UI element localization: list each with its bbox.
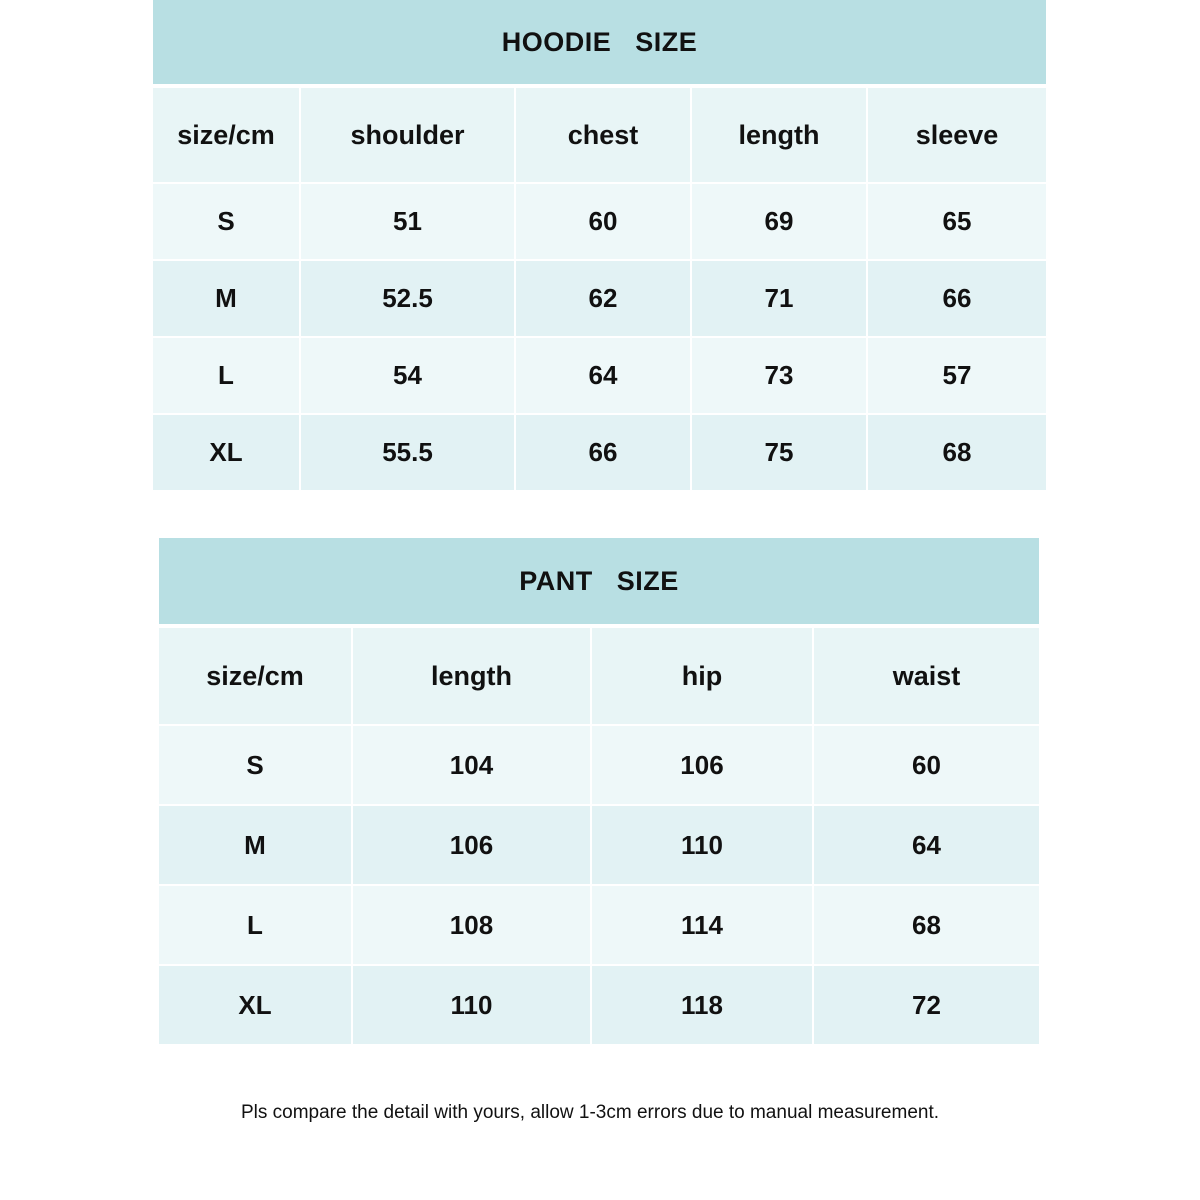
length-cell: 71 <box>690 261 866 336</box>
hoodie-header-shoulder: shoulder <box>299 88 514 182</box>
pant-table-title: PANT SIZE <box>159 538 1039 624</box>
length-cell: 104 <box>351 726 590 804</box>
waist-cell: 64 <box>812 806 1039 884</box>
hip-cell: 106 <box>590 726 812 804</box>
length-cell: 110 <box>351 966 590 1044</box>
size-cell: M <box>215 283 237 313</box>
table-row <box>153 182 1046 259</box>
hip-cell: 114 <box>590 886 812 964</box>
hoodie-size-table <box>153 0 1046 490</box>
pant-size-table <box>159 538 1039 1044</box>
length-cell: 75 <box>690 415 866 490</box>
hoodie-header-sleeve: sleeve <box>866 88 1046 182</box>
sleeve-cell: 66 <box>866 261 1046 336</box>
table-row <box>153 259 1046 336</box>
shoulder-cell: 51 <box>299 184 514 259</box>
size-cell: XL <box>209 437 243 467</box>
pant-header-waist: waist <box>812 628 1039 724</box>
size-cell: L <box>247 909 263 940</box>
table-row <box>153 336 1046 413</box>
length-cell: 106 <box>351 806 590 884</box>
size-cell: XL <box>238 989 272 1020</box>
size-cell: M <box>244 829 266 860</box>
table-row <box>153 413 1046 490</box>
chest-cell: 60 <box>514 184 690 259</box>
hip-cell: 110 <box>590 806 812 884</box>
waist-cell: 72 <box>812 966 1039 1044</box>
pant-header-hip: hip <box>590 628 812 724</box>
size-cell: L <box>218 360 234 390</box>
length-cell: 69 <box>690 184 866 259</box>
size-cell: S <box>217 206 235 236</box>
waist-cell: 68 <box>812 886 1039 964</box>
sleeve-cell: 68 <box>866 415 1046 490</box>
hip-cell: 118 <box>590 966 812 1044</box>
table-row <box>159 884 1039 964</box>
chest-cell: 64 <box>514 338 690 413</box>
hoodie-header-length: length <box>690 88 866 182</box>
waist-cell: 60 <box>812 726 1039 804</box>
hoodie-table-title: HOODIE SIZE <box>153 0 1046 84</box>
length-cell: 108 <box>351 886 590 964</box>
shoulder-cell: 52.5 <box>299 261 514 336</box>
length-cell: 73 <box>690 338 866 413</box>
size-cell: S <box>246 749 264 780</box>
pant-header-row <box>159 624 1039 724</box>
hoodie-header-row <box>153 84 1046 182</box>
hoodie-header-chest: chest <box>514 88 690 182</box>
pant-header-size: size/cm <box>206 660 304 691</box>
table-row <box>159 964 1039 1044</box>
sleeve-cell: 57 <box>866 338 1046 413</box>
shoulder-cell: 55.5 <box>299 415 514 490</box>
pant-header-length: length <box>351 628 590 724</box>
shoulder-cell: 54 <box>299 338 514 413</box>
chest-cell: 66 <box>514 415 690 490</box>
chest-cell: 62 <box>514 261 690 336</box>
table-row <box>159 724 1039 804</box>
table-row <box>159 804 1039 884</box>
sleeve-cell: 65 <box>866 184 1046 259</box>
hoodie-header-size: size/cm <box>177 119 275 150</box>
measurement-footnote: Pls compare the detail with yours, allow 1-3cm errors due to manual measurement. <box>240 1102 940 1123</box>
